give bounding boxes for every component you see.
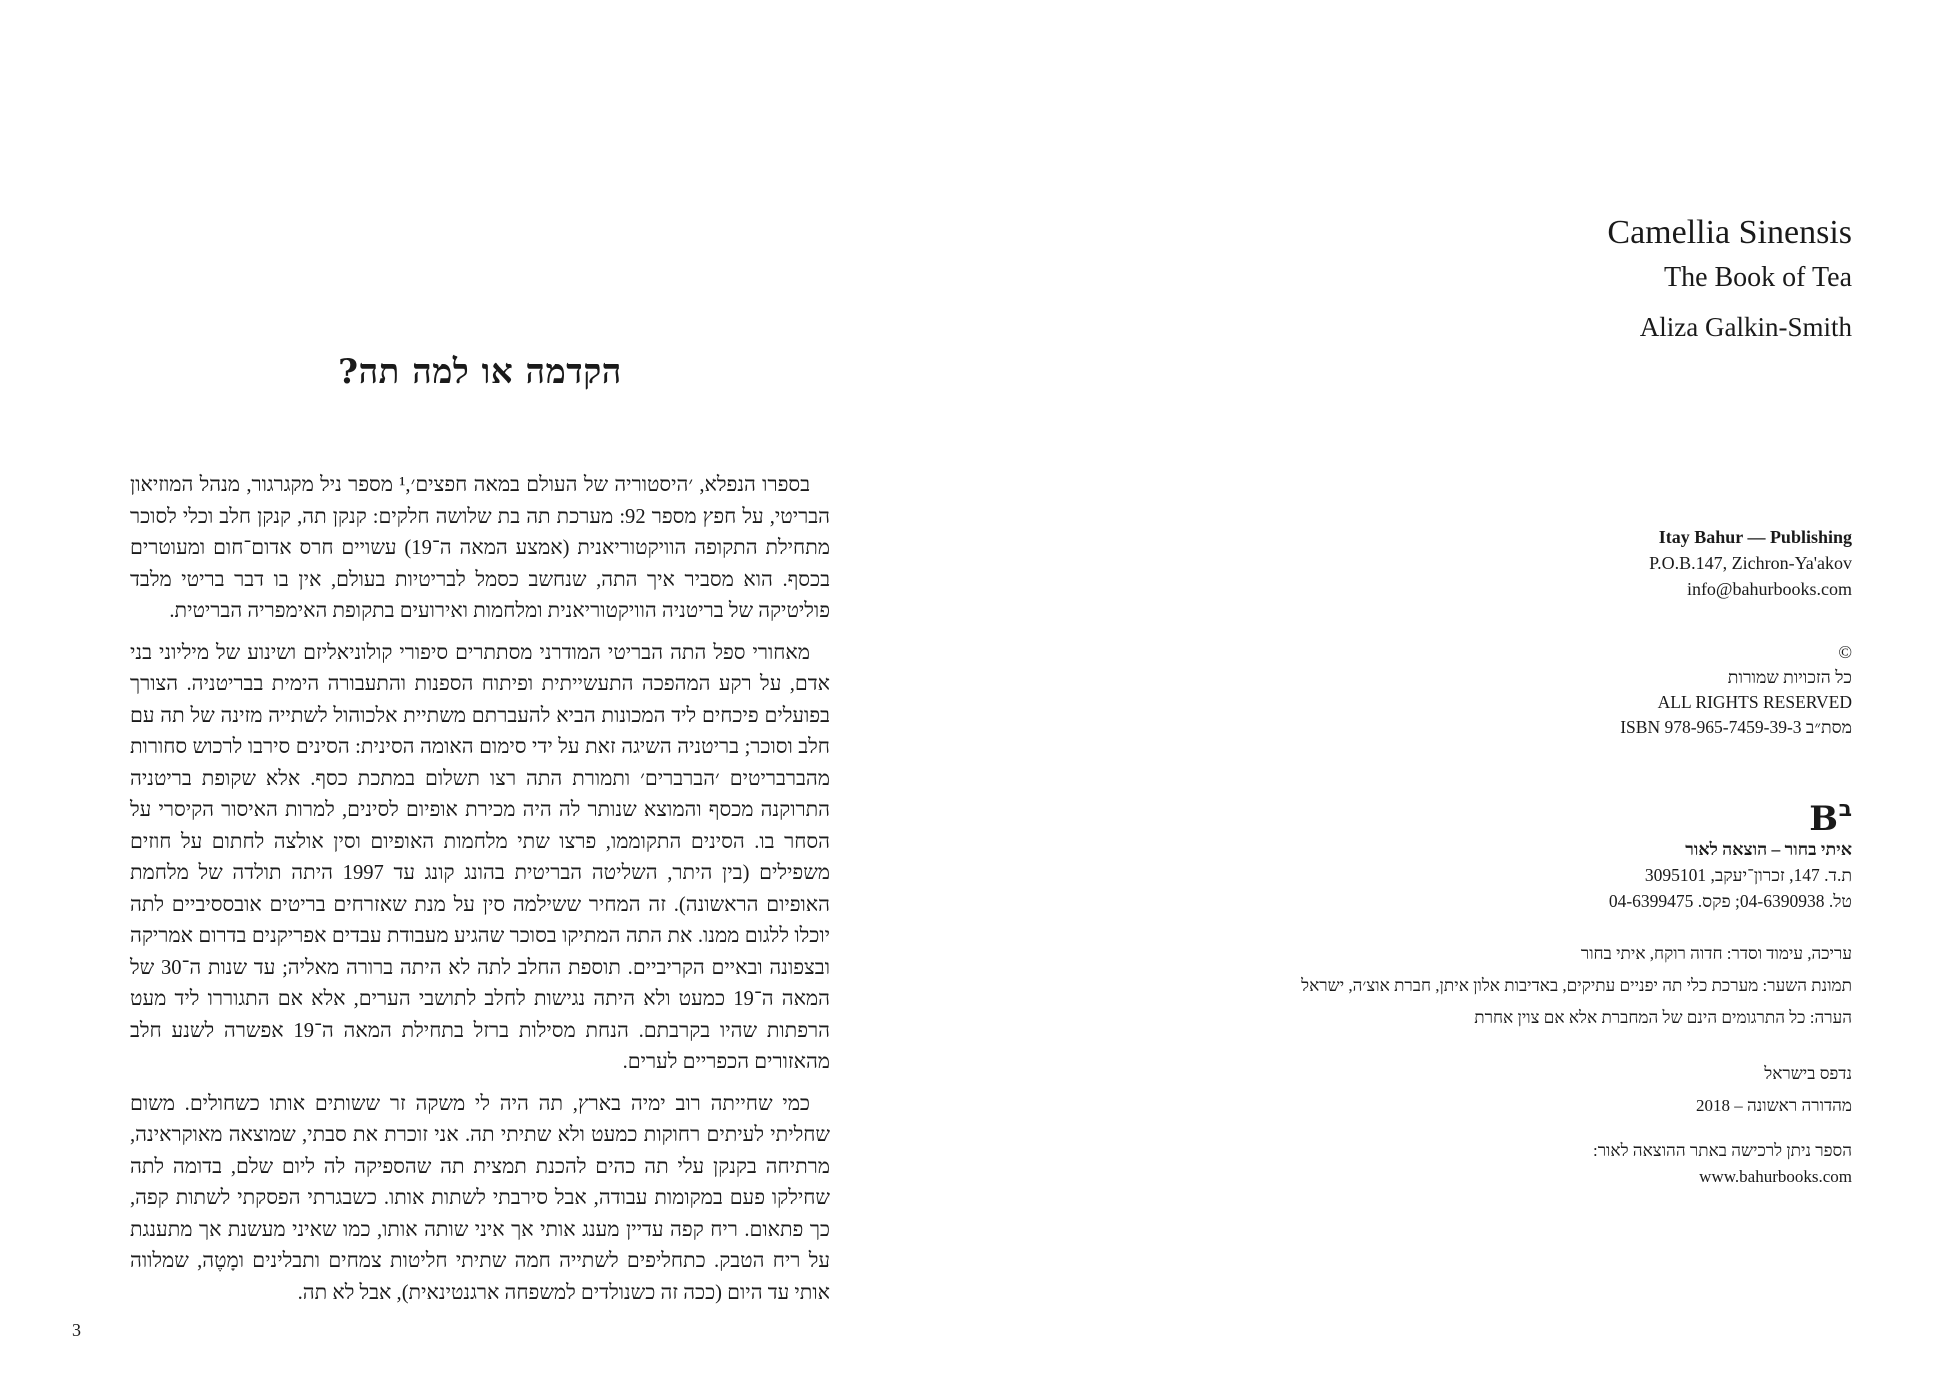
credit-line-cover: תמונת השער: מערכת כלי תה יפניים עתיקים, באדיבות אלון איתן, חברת אוצ׳ה, ישראל [1301,976,1852,995]
online-purchase-block [1593,1138,1852,1190]
body-paragraph: כמי שחייתה רוב ימיה בארץ, תה היה לי משקה זר ששותים אותו כשחולים. משום שחליתי לעיתים רחוקות כמעט ולא שתיתי תה. אני זוכרת את סבתי, שמוצאה מאוקראינה, מרתיחה בקנקן עלי תה כהים להכנת תמצית תה שהספיקה לה ליום שלם, בדומה לתה שחילקו פעם במקומות עבודה, אבל סירבתי לשתות אותו. כשבגרתי הפסקתי לשתות קפה, כך פתאום. ריח קפה עדיין מענג אותי אך איני שותה אותו, כמו שאיני מעשנת אך מתענגת על ריח הטבק. כתחליפים לשתייה חמה שתיתי חליטות צמחים ותבלינים ומָטֶה, שמלווה אותי עד היום (ככה זה כשנולדים למשפחה ארגנטינאית), אבל לא תה. [130,1092,830,1304]
publisher-name-hebrew: איתי בחור – הוצאה לאור [1685,839,1852,859]
publisher-logo-icon [1772,790,1852,834]
right-page [1000,0,1960,1396]
copyright-icon: © [1838,642,1852,662]
publisher-info-hebrew [1609,836,1852,914]
body-paragraph: בספרו הנפלא, ׳היסטוריה של העולם במאה חפצים׳,¹ מספר ניל מקגרגור, מנהל המוזיאון הבריטי, על חפץ מספר 92: מערכת תה בת שלושה חלקים: קנקן תה, קנקן חלב וכלי לסוכר מתחילת התקופה הוויקטוריאנית (אמצע המאה ה־19) עשויים חרס אדום־חום ומעוטרים בכסף. הוא מסביר איך התה, שנחשב כסמל לבריטיות בעולם, אין בו דבר בריטי מלבד פוליטיקה של בריטניה הוויקטוריאנית ומלחמות ואירועים בתקופת האימפריה הבריטית. [130,474,831,622]
book-title: Camellia Sinensis [1607,214,1852,251]
printed-in: נדפס בישראל [1764,1064,1852,1083]
isbn-line [1620,715,1852,740]
printing-info [1696,1058,1852,1122]
publisher-email: info@bahurbooks.com [1686,579,1852,599]
credits-block [1301,938,1852,1034]
left-page [0,0,960,1396]
isbn-hebrew-label: מסת״ב [1805,717,1852,737]
author-name: Aliza Galkin-Smith [1639,312,1852,342]
edition-line: מהדורה ראשונה – 2018 [1695,1096,1852,1115]
logo-latin-letter: B [1809,799,1838,834]
book-subtitle: The Book of Tea [1663,262,1852,293]
publisher-name: Itay Bahur — Publishing [1658,527,1852,547]
publisher-info-english [1649,524,1852,602]
logo-hebrew-letter: ב [1838,797,1852,822]
page-number: 3 [72,1320,81,1340]
credit-line-editing: עריכה, עימוד וסדר: חדוה רוקח, איתי בחור [1580,944,1852,963]
rights-block [1620,640,1852,740]
publisher-address: P.O.B.147, Zichron-Ya'akov [1649,553,1852,573]
online-purchase-text: הספר ניתן לרכישה באתר ההוצאה לאור: [1592,1141,1852,1160]
rights-reserved-english: ALL RIGHTS RESERVED [1657,692,1852,712]
credit-line-note: הערה: כל התרגומים הינם של המחברת אלא אם צוין אחרת [1474,1008,1852,1027]
body-paragraph: מאחורי ספל התה הבריטי המודרני מסתתרים סיפורי קולוניאליזם ושינוע של מיליוני בני אדם, על רקע המהפכה התעשייתית ופיתוח הספנות והתעבורה הימית בבריטניה. הצורך בפועלים פיכחים ליד המכונות הביא להעברתם משתיית אלכוהול לשתייה מזינה של תה עם חלב וסוכר; בריטניה השיגה זאת על ידי סימום האומה הסינית: הסינים סירבו לרכוש סחורות מהברבריטים ׳הברברים׳ ותמורת התה רצו תשלום במתכת כסף. אלא שקופת בריטניה התרוקנה מכסף והמוצא שנותר לה היה מכירת אופיום לסינים, למרות האיסור הקיסרי על הסחר בו. הסינים התקוממו, פרצו שתי מלחמות האופיום וסין אולצה לחתום על חוזים משפילים (בין היתר, השליטה הבריטית בהונג קונג עד 1997 היתה תולדה של מלחמת האופיום הראשונה). זה המחיר ששילמה סין על מנת שאזרחים בריטים אובססיביים לתה יוכלו ללגום ממנו. את התה המתיקו בסוכר שהגיע מעבודת עבדים אפריקנים בדרום אמריקה ובצפונה ובאיים הקריביים. תוספת החלב לתה לא היתה ברורה מאליה; עד שנות ה־30 של המאה ה־19 כמעט ולא היתה נגישות לחלב לתושבי הערים, אלא אם התגוררו ליד מעט הרפתות שהיו בקרבתם. הנחת מסילות ברזל בתחילת המאה ה־19 אפשרה לשנע חלב מהאזורים הכפריים לערים. [130,641,831,1073]
rights-reserved-hebrew: כל הזכויות שמורות [1727,667,1852,687]
publisher-website: www.bahurbooks.com [1699,1167,1852,1186]
chapter-body [130,470,830,1319]
chapter-title: הקדמה או למה תה? [338,352,622,392]
publisher-phone-hebrew: טל. 04-6390938; פקס. 04-6399475 [1608,891,1852,911]
isbn-number: ISBN 978-965-7459-39-3 [1620,717,1802,737]
publisher-address-hebrew: ת.ד. 147, זכרון־יעקב, 3095101 [1644,865,1852,885]
